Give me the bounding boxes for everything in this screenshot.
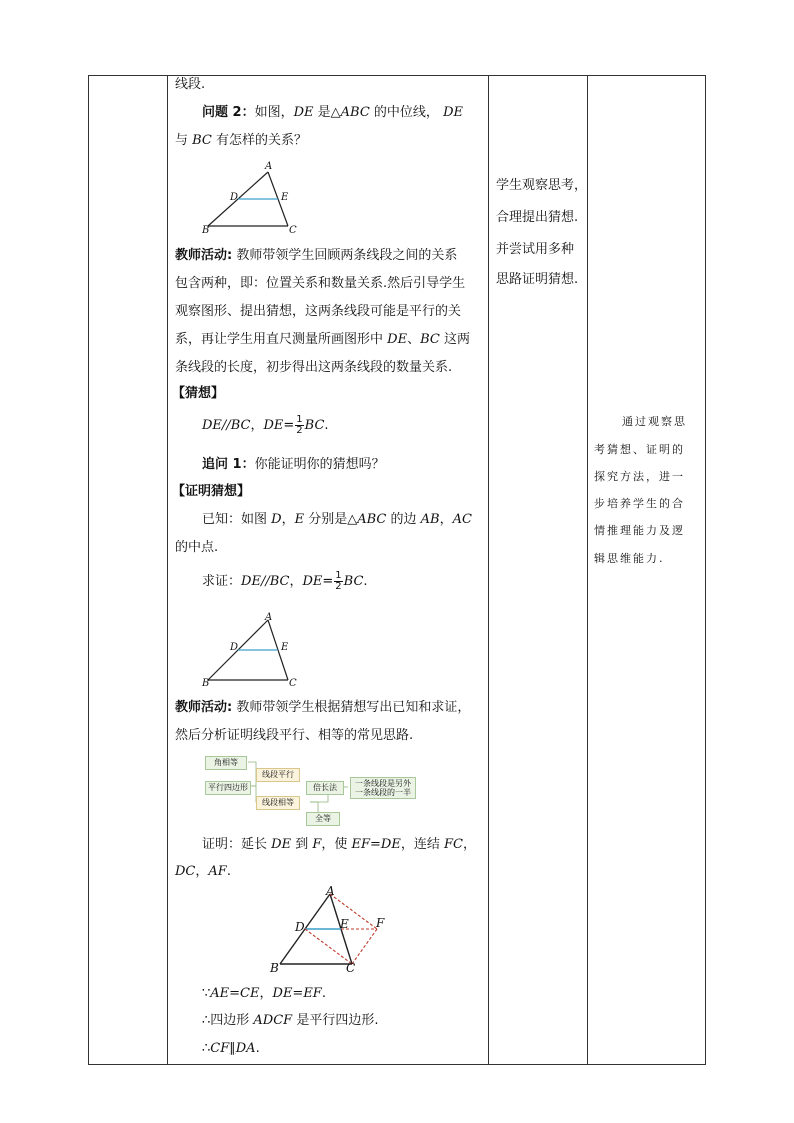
label-c-1: C [289, 225, 297, 236]
prove-statement: 求证：DE//BC，DE= $\frac{1}{2}$ BC. [202, 570, 368, 592]
teacher-activity-1-line-2: 包含两种，即：位置关系和数量关系.然后引导学生 [175, 276, 466, 291]
label-d-3: D [295, 920, 305, 934]
label-e-3: E [340, 917, 349, 931]
given-line-2: 的中点. [175, 540, 219, 555]
label-b-2: B [202, 678, 210, 689]
intent-line-6: 辑思维能力. [594, 552, 665, 565]
teacher-activity-1-line-4: 系，再让学生用直尺测量所画图形中 DE、BC 这两 [175, 332, 470, 347]
label-b-1: B [202, 225, 210, 236]
proof-step-2: ∴四边形 ADCF 是平行四边形. [202, 1013, 379, 1028]
column-divider-3 [587, 75, 588, 1065]
label-e-2: E [281, 642, 289, 653]
proof-line-1: 证明：延长 DE 到 F，使 EF=DE，连结 FC， [202, 837, 476, 852]
student-activity-line-2: 合理提出猜想. [496, 210, 579, 225]
top-text: 线段. [175, 77, 206, 92]
label-a-3: A [326, 884, 335, 898]
flow-half-segment: 一条线段是另外 一条线段的一半 [350, 777, 416, 799]
column-divider-1 [167, 75, 168, 1065]
teacher-activity-1-line-1: 教师活动: 教师带领学生回顾两条线段之间的关系 [175, 248, 458, 263]
label-d-1: D [230, 192, 239, 203]
proof-step-1: ∵AE=CE，DE=EF. [202, 986, 326, 1001]
given-line-1: 已知：如图 D，E 分别是△ABC 的边 AB，AC [202, 512, 472, 527]
intent-line-4: 步培养学生的合 [594, 497, 685, 510]
intent-line-1: 通过观察思 [622, 415, 687, 428]
column-divider-2 [488, 75, 489, 1065]
fraction-half-2: $\frac{1}{2}$ [335, 570, 342, 592]
flow-line-parallel: 线段平行 [256, 768, 300, 782]
intent-line-3: 探究方法，进一 [594, 470, 685, 483]
label-a-2: A [265, 612, 273, 623]
teacher-activity-1-line-3: 观察图形、提出猜想，这两条线段可能是平行的关 [175, 304, 462, 319]
label-c-3: C [346, 961, 356, 975]
intent-line-5: 情推理能力及逻 [594, 524, 685, 537]
proof-heading: 【证明猜想】 [172, 484, 251, 499]
label-d-2: D [230, 642, 239, 653]
followup-question: 追问 1：你能证明你的猜想吗？ [202, 457, 385, 472]
proof-line-2: DC，AF. [175, 864, 231, 879]
proof-step-3: ∴CF∥DA. [202, 1041, 260, 1056]
question-2-line-2: 与 BC 有怎样的关系？ [175, 133, 308, 148]
guess-heading: 【猜想】 [172, 386, 225, 401]
teacher-activity-2-line-1: 教师活动: 教师带领学生根据猜想写出已知和求证， [175, 700, 471, 715]
label-f-3: F [376, 916, 385, 930]
flow-doubling-method: 倍长法 [306, 781, 344, 795]
label-a-1: A [265, 161, 273, 172]
teacher-activity-2-line-2: 然后分析证明线段平行、相等的常见思路. [175, 728, 414, 743]
student-activity-line-3: 并尝试用多种 [496, 242, 575, 257]
guess-formula: DE//BC，DE= $\frac{1}{2}$ BC. [202, 414, 329, 436]
label-b-3: B [270, 961, 279, 975]
teacher-activity-1-line-5: 条线段的长度，初步得出这两条线段的数量关系. [175, 360, 453, 375]
flow-angle-equal: 角相等 [205, 756, 247, 770]
question-2-line-1: 问题 2：如图，DE 是△ABC 的中位线， DE [202, 105, 463, 120]
student-activity-line-4: 思路证明猜想. [496, 272, 579, 287]
label-c-2: C [289, 678, 297, 689]
flow-congruent: 全等 [306, 812, 340, 826]
student-activity-line-1: 学生观察思考， [496, 178, 588, 193]
label-e-1: E [281, 192, 289, 203]
flow-parallelogram: 平行四边形 [205, 781, 251, 795]
fraction-half-1: $\frac{1}{2}$ [296, 414, 303, 436]
intent-line-2: 考猜想、证明的 [594, 443, 685, 456]
flow-line-equal: 线段相等 [256, 796, 300, 810]
triangle-figure-3 [270, 890, 400, 972]
